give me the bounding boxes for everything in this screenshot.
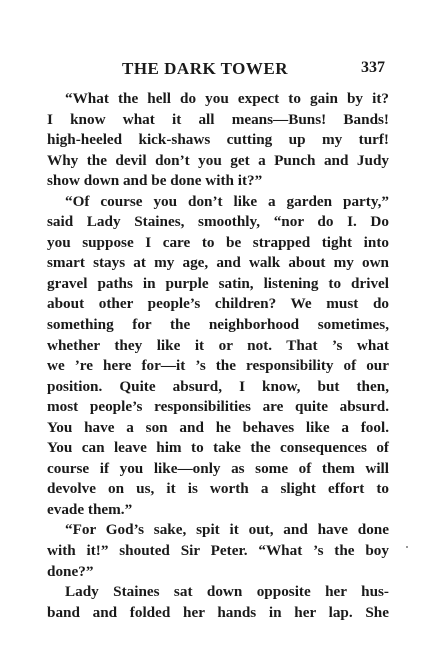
text-line: “Of course you don’t like a garden party,” — [65, 192, 389, 210]
body-text — [47, 89, 389, 623]
text-line: course if you like—only as some of them will — [47, 459, 389, 477]
text-line: about other people’s children? We must do — [47, 295, 389, 313]
page-speck — [406, 546, 408, 548]
text-line: band and folded her hands in her lap. She — [47, 603, 389, 621]
text-line: position. Quite absurd, I know, but then, — [47, 377, 389, 395]
text-line: said Lady Staines, smoothly, “nor do I. Do — [47, 213, 389, 231]
text-line: most people’s responsibilities are quite absurd. — [47, 398, 389, 416]
text-line: something for the neighborhood sometimes, — [47, 316, 389, 334]
text-line: show down and be done with it?” — [47, 172, 263, 190]
text-line: I know what it all means—Buns! Bands! — [47, 110, 389, 128]
text-line: gravel paths in purple satin, listening to drivel — [47, 274, 389, 292]
page-number: 337 — [361, 59, 385, 76]
text-line: “What the hell do you expect to gain by it? — [65, 90, 389, 107]
text-line: Lady Staines sat down opposite her hus- — [65, 583, 389, 601]
text-line: Why the devil don’t you get a Punch and Judy — [47, 151, 389, 169]
running-title: THE DARK TOWER — [122, 59, 289, 78]
text-line: we ’re here for—it ’s the responsibility of our — [47, 357, 389, 375]
text-line: whether they like it or not. That ’s what — [47, 336, 389, 354]
text-line: devolve on us, it is worth a slight effort to — [47, 480, 389, 498]
text-line: done?” — [47, 562, 94, 580]
text-line: you suppose I care to be strapped tight into — [47, 233, 389, 251]
text-line: smart stays at my age, and walk about my own — [47, 254, 389, 272]
text-line: high-heeled kick-shaws cutting up my turf! — [47, 131, 389, 149]
running-head — [62, 59, 387, 81]
text-line: evade them.” — [47, 500, 133, 518]
text-line: You have a son and he behaves like a fool. — [47, 418, 389, 436]
text-line: “For God’s sake, spit it out, and have done — [65, 521, 389, 539]
text-line: You can leave him to take the consequences of — [47, 439, 389, 457]
text-line: with it!” shouted Sir Peter. “What ’s the boy — [47, 542, 389, 560]
